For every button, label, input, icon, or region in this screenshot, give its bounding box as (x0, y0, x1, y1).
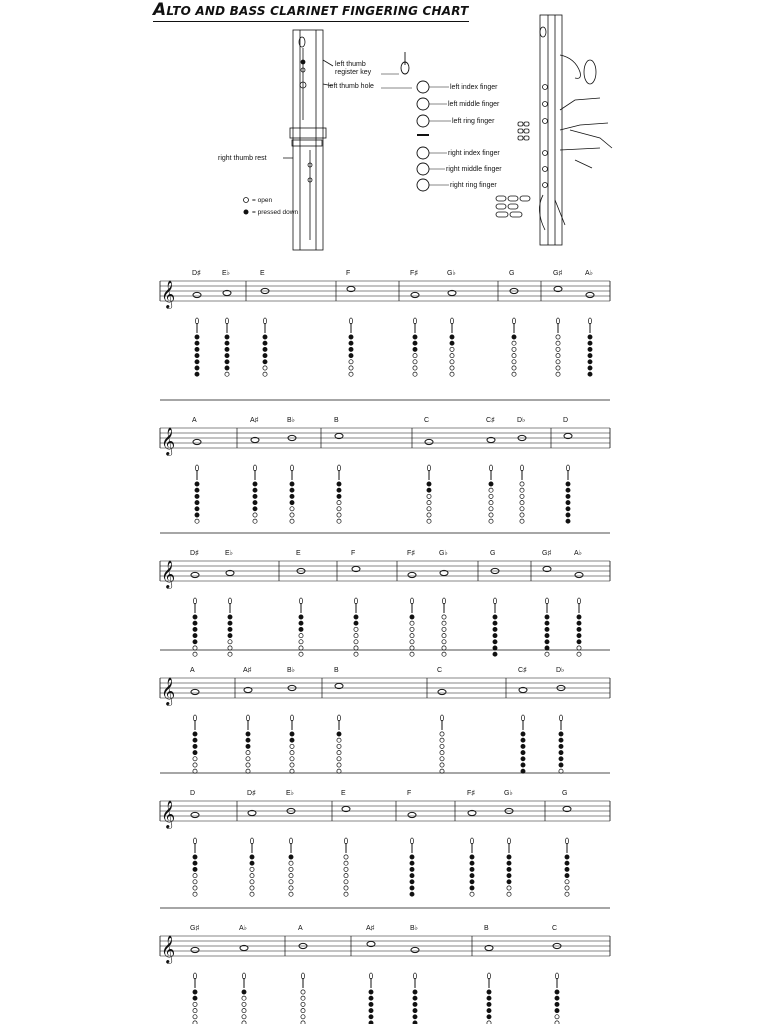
left-index-label: left index finger (450, 84, 498, 91)
fingering-diagram (193, 598, 197, 656)
note-head (193, 292, 201, 297)
note-name-label: E (341, 790, 346, 797)
fingering-diagram (253, 465, 257, 523)
note-name-label: E (296, 550, 301, 557)
right-middle-label: right middle finger (446, 166, 502, 173)
note-name-label: A♭ (574, 550, 582, 557)
instrument-diagram-right (496, 15, 612, 245)
note-name-label: C (424, 417, 430, 424)
note-name-label: D♭ (556, 667, 565, 674)
note-name-label: D♭ (517, 417, 526, 424)
fingering-diagram (450, 318, 454, 376)
fingering-diagram (349, 318, 353, 376)
note-head (408, 572, 416, 577)
fingering-diagram (337, 465, 341, 523)
note-name-label: C♯ (518, 667, 527, 674)
note-name-label: G♯ (190, 925, 199, 932)
note-head (438, 689, 446, 694)
note-name-label: A (192, 417, 197, 424)
fingering-diagram (225, 318, 229, 376)
left-middle-label: left middle finger (448, 101, 500, 108)
fingering-diagram (344, 838, 348, 896)
fingering-diagram (195, 318, 199, 376)
note-name-label: F (346, 270, 351, 277)
right-thumb-rest-label: right thumb rest (218, 155, 267, 162)
fingering-diagram (559, 715, 563, 773)
staff-row (160, 908, 610, 1024)
staff-row (160, 400, 610, 523)
note-name-label: F♯ (407, 550, 415, 557)
note-name-label: G♭ (439, 550, 448, 557)
title-initial: A (153, 0, 167, 20)
note-name-label: F♯ (467, 790, 475, 797)
note-name-label: G (509, 270, 515, 277)
fingering-diagram (470, 838, 474, 896)
fingering-diagram (493, 598, 497, 656)
thumb-key-icon (381, 52, 412, 88)
note-name-label: G (490, 550, 496, 557)
fingering-diagram (413, 318, 417, 376)
note-head (575, 572, 583, 577)
note-name-label: F (351, 550, 356, 557)
fingering-diagram (512, 318, 516, 376)
fingering-diagram (193, 838, 197, 896)
staff-row (160, 650, 610, 773)
fingering-diagram (520, 465, 524, 523)
note-name-label: E♭ (286, 790, 294, 797)
treble-clef-icon: 𝄞 (161, 560, 176, 588)
note-head (191, 689, 199, 694)
note-name-label: C (437, 667, 443, 674)
fingering-diagram (588, 318, 592, 376)
left-thumb-hole-label: left thumb hole (328, 83, 374, 90)
fingering-diagram (195, 465, 199, 523)
note-name-label: A♯ (366, 925, 375, 932)
note-head (411, 292, 419, 297)
fingering-diagram (228, 598, 232, 656)
staff-rows (160, 269, 610, 1024)
fingering-diagram (545, 598, 549, 656)
pressed-legend-label: = pressed down (252, 209, 299, 216)
right-index-label: right index finger (448, 150, 500, 157)
note-name-label: G♭ (504, 790, 513, 797)
fingering-diagram (263, 318, 267, 376)
treble-clef-icon: 𝄞 (161, 935, 176, 963)
note-name-label: D♯ (192, 270, 201, 277)
fingering-diagram (555, 973, 559, 1024)
left-ring-label: left ring finger (452, 118, 495, 125)
note-name-label: E♭ (222, 270, 230, 277)
fingering-diagram (242, 973, 246, 1024)
note-name-label: D♯ (247, 790, 256, 797)
fingering-diagram (337, 715, 341, 773)
left-thumb-register-label-2: register key (335, 69, 372, 76)
finger-hole-key (417, 81, 451, 191)
fingering-diagram (489, 465, 493, 523)
note-name-label: B (484, 925, 489, 932)
treble-clef-icon: 𝄞 (161, 280, 176, 308)
fingering-diagram (290, 715, 294, 773)
note-name-label: A♯ (243, 667, 252, 674)
note-name-label: B (334, 417, 339, 424)
note-name-label: D (563, 417, 569, 424)
note-name-label: B♭ (410, 925, 418, 932)
fingering-diagram (299, 598, 303, 656)
note-name-label: E♭ (225, 550, 233, 557)
pressed-legend-icon (244, 210, 249, 215)
note-name-label: A (190, 667, 195, 674)
fingering-diagram (566, 465, 570, 523)
note-name-label: A♭ (585, 270, 593, 277)
note-head (191, 812, 199, 817)
treble-clef-icon: 𝄞 (161, 677, 176, 705)
fingering-diagram (289, 838, 293, 896)
fingering-diagram (440, 715, 444, 773)
note-name-label: D♯ (190, 550, 199, 557)
note-name-label: A♯ (250, 417, 259, 424)
note-name-label: A (298, 925, 303, 932)
fingering-diagram (577, 598, 581, 656)
note-head (408, 812, 416, 817)
note-name-label: F♯ (410, 270, 418, 277)
note-head (411, 947, 419, 952)
fingering-diagram (487, 973, 491, 1024)
note-name-label: G♯ (542, 550, 551, 557)
left-thumb-register-label: left thumb (335, 61, 366, 68)
note-head (586, 292, 594, 297)
fingering-diagram (556, 318, 560, 376)
note-name-label: G (562, 790, 568, 797)
instrument-diagram-left (283, 30, 333, 250)
treble-clef-icon: 𝄞 (161, 800, 176, 828)
fingering-diagram (369, 973, 373, 1024)
right-ring-label: right ring finger (450, 182, 497, 189)
fingering-diagram (193, 973, 197, 1024)
fingering-diagram (442, 598, 446, 656)
note-head (191, 947, 199, 952)
fingering-diagram (427, 465, 431, 523)
open-legend-label: = open (252, 197, 273, 204)
note-name-label: A♭ (239, 925, 247, 932)
note-head (193, 439, 201, 444)
title-text: LTO AND BASS CLARINET FINGERING CHART (166, 4, 469, 18)
fingering-diagram (250, 838, 254, 896)
fingering-diagram (354, 598, 358, 656)
note-name-label: D (190, 790, 196, 797)
note-name-label: F (407, 790, 412, 797)
staff-row (160, 533, 610, 656)
fingering-diagram (410, 838, 414, 896)
note-head (191, 572, 199, 577)
note-name-label: B (334, 667, 339, 674)
note-name-label: B♭ (287, 667, 295, 674)
note-name-label: B♭ (287, 417, 295, 424)
fingering-diagram (410, 598, 414, 656)
note-name-label: G♭ (447, 270, 456, 277)
fingering-diagram (565, 838, 569, 896)
note-name-label: E (260, 270, 265, 277)
fingering-diagram (413, 973, 417, 1024)
fingering-diagram (290, 465, 294, 523)
treble-clef-icon: 𝄞 (161, 427, 176, 455)
staff-row (160, 269, 610, 376)
fingering-diagram (507, 838, 511, 896)
note-name-label: C♯ (486, 417, 495, 424)
fingering-diagram (301, 973, 305, 1024)
staff-row (160, 773, 610, 896)
fingering-diagram (521, 715, 525, 773)
note-name-label: C (552, 925, 558, 932)
open-legend-icon (244, 198, 249, 203)
note-name-label: G♯ (553, 270, 562, 277)
fingering-diagram (193, 715, 197, 773)
note-head (425, 439, 433, 444)
fingering-diagram (246, 715, 250, 773)
